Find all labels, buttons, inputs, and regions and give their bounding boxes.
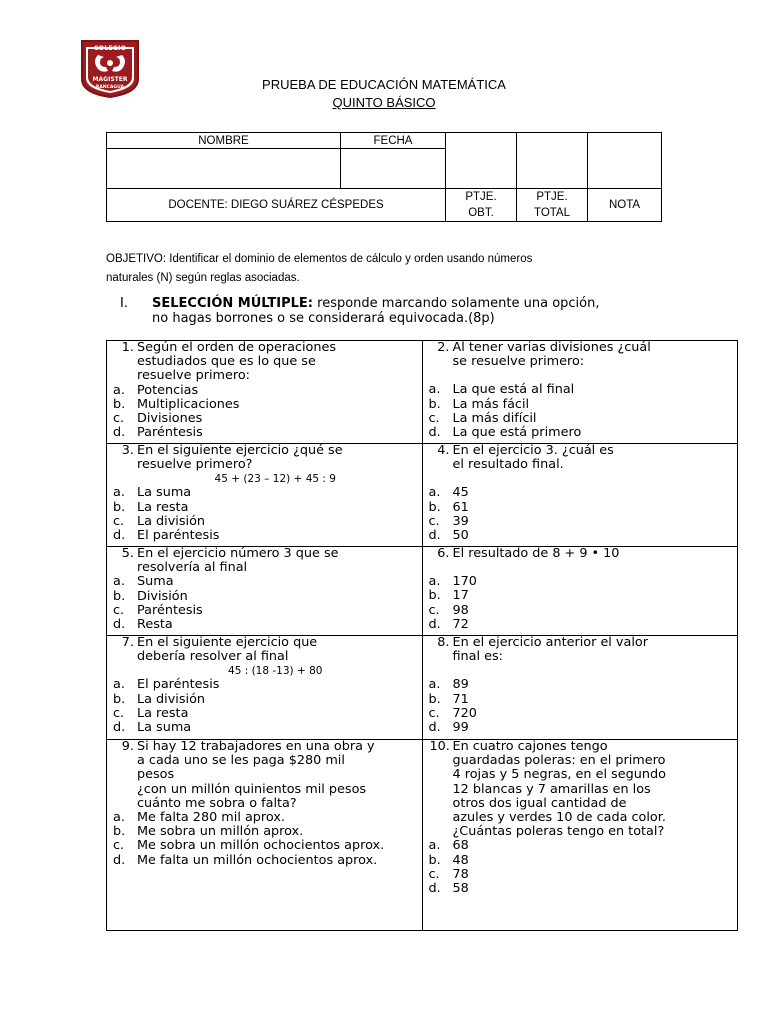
answer-option[interactable] — [428, 838, 730, 854]
option-letter: c. — [113, 411, 125, 427]
question-text: 4 rojas y 5 negras, en el segundo — [452, 767, 666, 783]
question-text: resuelve primero: — [137, 368, 250, 384]
option-letter: a. — [113, 810, 125, 826]
option-letter: a. — [428, 677, 441, 693]
question-cell-6[interactable] — [422, 547, 738, 636]
answer-option[interactable] — [428, 866, 730, 882]
option-text: El paréntesis — [137, 677, 220, 693]
question-number: 8. — [437, 635, 450, 650]
answer-option[interactable] — [428, 425, 730, 441]
question-cell-7[interactable] — [107, 636, 423, 740]
option-text: La resta — [137, 705, 189, 721]
answer-option[interactable] — [113, 602, 414, 618]
answer-option[interactable] — [113, 838, 414, 854]
option-letter: c. — [113, 602, 125, 618]
question-text: guardadas poleras: en el primero — [452, 753, 666, 769]
option-letter: a. — [428, 838, 441, 854]
option-text: Potencias — [137, 382, 199, 398]
question-number: 3. — [121, 443, 134, 458]
question-number: 2. — [437, 340, 450, 355]
option-text: 50 — [452, 528, 469, 544]
question-text: el resultado final. — [452, 457, 564, 473]
question-text: ¿con un millón quinientos mil pesos — [137, 781, 367, 797]
logo-bottom-text: RANCAGUA — [95, 85, 125, 90]
option-text: Paréntesis — [137, 425, 203, 441]
answer-option[interactable] — [428, 602, 730, 618]
page-subtitle: QUINTO BÁSICO — [332, 95, 436, 110]
question-text: pesos — [137, 767, 175, 783]
option-text: 45 — [452, 485, 469, 501]
answer-option[interactable] — [113, 425, 414, 441]
question-text: 5. En el ejercicio número 3 que se — [137, 547, 414, 561]
answer-option[interactable] — [428, 852, 730, 868]
option-text: 72 — [452, 616, 469, 632]
option-letter: d. — [428, 528, 441, 544]
option-letter: c. — [428, 602, 440, 618]
answer-option[interactable] — [428, 881, 730, 897]
question-text: a cada uno se les paga $280 mil — [137, 753, 345, 769]
question-number: 4. — [437, 443, 450, 458]
answer-option[interactable] — [113, 499, 414, 515]
question-text: otros dos igual cantidad de — [452, 795, 627, 811]
question-number: 1. — [121, 340, 134, 355]
question-cell-4[interactable] — [422, 444, 738, 547]
option-text: 99 — [452, 720, 469, 736]
question-cell-3[interactable] — [107, 444, 423, 547]
option-text: La más fácil — [452, 396, 530, 412]
section-heading: I. SELECCIÓN MÚLTIPLE: responde marcando solamente una opción, no hagas borrones o se considerará equivocada.(8p) — [120, 296, 680, 328]
answer-option[interactable] — [428, 720, 730, 736]
logo-top-text: COLEGIO — [93, 44, 127, 52]
option-letter: b. — [428, 499, 441, 515]
answer-option[interactable] — [113, 720, 414, 736]
question-number: 7. — [121, 635, 134, 650]
option-letter: d. — [428, 720, 441, 736]
option-letter: a. — [428, 485, 441, 501]
option-text: 68 — [452, 838, 469, 854]
option-text: 48 — [452, 852, 469, 868]
option-text: 61 — [452, 499, 469, 515]
option-text: 89 — [452, 677, 469, 693]
option-text: La que está primero — [452, 425, 582, 441]
option-text: 39 — [452, 513, 469, 529]
question-text: ¿Cuántas poleras tengo en total? — [452, 824, 665, 840]
question-text: cuánto me sobra o falta? — [137, 795, 297, 811]
option-text: Divisiones — [137, 411, 203, 427]
section-title: SELECCIÓN MÚLTIPLE: — [152, 296, 314, 311]
answer-option[interactable] — [113, 824, 414, 840]
option-text: 71 — [452, 691, 469, 707]
option-text: Multiplicaciones — [137, 396, 240, 412]
option-letter: d. — [113, 720, 126, 736]
answer-option[interactable] — [113, 528, 414, 544]
answer-option[interactable] — [428, 513, 730, 529]
answer-option[interactable] — [428, 705, 730, 721]
answer-option[interactable] — [428, 410, 730, 426]
option-letter: c. — [428, 866, 440, 882]
option-letter: d. — [113, 617, 126, 633]
option-letter: d. — [428, 616, 441, 632]
option-letter: d. — [428, 425, 441, 441]
answer-option[interactable] — [113, 852, 414, 868]
question-number: 9. — [121, 739, 134, 754]
answer-option[interactable] — [428, 382, 730, 398]
answer-option[interactable] — [428, 677, 730, 693]
option-text: 720 — [452, 705, 477, 721]
option-text: Paréntesis — [137, 602, 203, 618]
question-number: 6. — [437, 546, 450, 561]
option-text: La división — [137, 691, 206, 707]
option-letter: c. — [428, 513, 440, 529]
questions-table — [106, 340, 738, 931]
question-text: 8. En el ejercicio anterior el valor — [453, 636, 730, 650]
option-letter: a. — [428, 574, 441, 590]
score-obtained-label: PTJE. OBT. — [446, 189, 517, 222]
question-text: final es: — [452, 649, 503, 665]
answer-option[interactable] — [428, 691, 730, 707]
score-obtained-cell[interactable] — [446, 133, 517, 189]
option-text: División — [137, 588, 188, 604]
question-text: 7. En el siguiente ejercicio que — [137, 636, 414, 650]
question-text: 10. En cuatro cajones tengo — [429, 739, 608, 754]
option-letter: b. — [113, 691, 126, 707]
question-cell-8[interactable] — [422, 636, 738, 740]
score-total-label: PTJE. TOTAL — [517, 189, 588, 222]
answer-option[interactable] — [428, 588, 730, 604]
option-text: La suma — [137, 720, 192, 736]
teacher-label: DOCENTE: DIEGO SUÁREZ CÉSPEDES — [107, 189, 446, 222]
option-letter: b. — [113, 824, 126, 840]
option-letter: b. — [428, 691, 441, 707]
grade-cell[interactable] — [588, 133, 662, 189]
answer-option[interactable] — [113, 411, 414, 427]
option-letter: c. — [113, 705, 125, 721]
option-text: La división — [137, 513, 206, 529]
score-total-cell[interactable] — [517, 133, 588, 189]
option-letter: a. — [113, 677, 125, 693]
name-header: NOMBRE — [107, 133, 341, 149]
answer-option[interactable] — [113, 574, 414, 590]
option-text: La resta — [137, 499, 189, 515]
option-text: 170 — [452, 574, 477, 590]
option-letter: a. — [428, 382, 441, 398]
answer-option[interactable] — [428, 528, 730, 544]
option-text: Me sobra un millón ochocientos aprox. — [137, 838, 385, 854]
section-number: I. — [120, 296, 128, 311]
option-text: 98 — [452, 602, 469, 618]
option-letter: c. — [113, 513, 125, 529]
question-cell-9[interactable] — [107, 740, 423, 931]
option-letter: a. — [113, 574, 125, 590]
question-cell-2[interactable] — [422, 341, 738, 444]
option-letter: a. — [113, 382, 125, 398]
option-letter: d. — [113, 528, 126, 544]
answer-option[interactable] — [113, 705, 414, 721]
option-letter: d. — [113, 425, 126, 441]
option-text: El paréntesis — [137, 528, 220, 544]
option-text: La que está al final — [452, 382, 575, 398]
question-text: 6. El resultado de 8 + 9 • 10 — [453, 547, 730, 561]
option-text: La más difícil — [452, 410, 537, 426]
name-field[interactable] — [107, 149, 341, 189]
option-letter: d. — [428, 881, 441, 897]
option-letter: b. — [113, 396, 126, 412]
option-text: Me falta 280 mil aprox. — [137, 810, 285, 826]
option-letter: b. — [113, 499, 126, 515]
question-text: se resuelve primero: — [452, 354, 585, 370]
answer-option[interactable] — [113, 617, 414, 633]
section-instructions: no hagas borrones o se considerará equivocada.(8p) — [152, 311, 495, 326]
objective: OBJETIVO: Identificar el dominio de elementos de cálculo y orden usando números naturales (N) según reglas asociadas. — [106, 253, 533, 284]
question-text: 2. Al tener varias divisiones ¿cuál — [453, 341, 730, 355]
option-text: Me sobra un millón aprox. — [137, 824, 304, 840]
logo-middle-text: MAGISTER — [92, 76, 128, 83]
question-text: 9. Si hay 12 trabajadores en una obra y — [137, 740, 414, 754]
math-expression: 45 : (18 -13) + 80 — [228, 665, 323, 678]
option-letter: b. — [113, 588, 126, 604]
grade-label: NOTA — [588, 189, 662, 222]
question-cell-10[interactable] — [422, 740, 738, 931]
answer-option[interactable] — [428, 616, 730, 632]
question-text: debería resolver al final — [137, 649, 289, 665]
question-text: resolvería al final — [137, 560, 248, 576]
option-letter: b. — [428, 588, 441, 604]
option-text: 58 — [452, 881, 469, 897]
answer-option[interactable] — [428, 396, 730, 412]
question-cell-1[interactable] — [107, 341, 423, 444]
option-letter: b. — [428, 852, 441, 868]
student-info-table — [106, 132, 662, 222]
math-expression: 45 + (23 – 12) + 45 : 9 — [214, 473, 336, 486]
option-letter: b. — [428, 396, 441, 412]
answer-option[interactable] — [113, 382, 414, 398]
option-text: 17 — [452, 588, 469, 604]
option-letter: c. — [428, 410, 440, 426]
question-text: 1. Según el orden de operaciones — [137, 341, 414, 355]
answer-option[interactable] — [113, 588, 414, 604]
answer-option[interactable] — [113, 677, 414, 693]
answer-option[interactable] — [113, 396, 414, 412]
question-number: 10. — [429, 739, 450, 754]
answer-option[interactable] — [113, 513, 414, 529]
option-letter: a. — [113, 485, 125, 501]
option-text: Resta — [137, 617, 173, 633]
option-text: La suma — [137, 485, 192, 501]
option-text: Me falta un millón ochocientos aprox. — [137, 852, 378, 868]
question-text: resuelve primero? — [137, 457, 253, 473]
date-field[interactable] — [341, 149, 446, 189]
answer-option[interactable] — [428, 485, 730, 501]
answer-option[interactable] — [428, 574, 730, 590]
option-letter: d. — [113, 852, 126, 868]
question-cell-5[interactable] — [107, 547, 423, 636]
option-text: 78 — [452, 866, 469, 882]
question-text: 3. En el siguiente ejercicio ¿qué se — [137, 444, 414, 458]
question-text: azules y verdes 10 de cada color. — [452, 810, 666, 826]
question-text: 4. En el ejercicio 3. ¿cuál es — [453, 444, 730, 458]
option-letter: c. — [428, 705, 440, 721]
question-text: estudiados que es lo que se — [137, 354, 316, 370]
answer-option[interactable] — [113, 691, 414, 707]
question-text: 12 blancas y 7 amarillas en los — [452, 781, 651, 797]
option-letter: c. — [113, 838, 125, 854]
answer-option[interactable] — [428, 499, 730, 515]
answer-option[interactable] — [113, 810, 414, 826]
question-number: 5. — [121, 546, 134, 561]
answer-option[interactable] — [113, 485, 414, 501]
page-title: PRUEBA DE EDUCACIÓN MATEMÁTICA — [262, 77, 506, 92]
date-header: FECHA — [341, 133, 446, 149]
option-text: Suma — [137, 574, 174, 590]
